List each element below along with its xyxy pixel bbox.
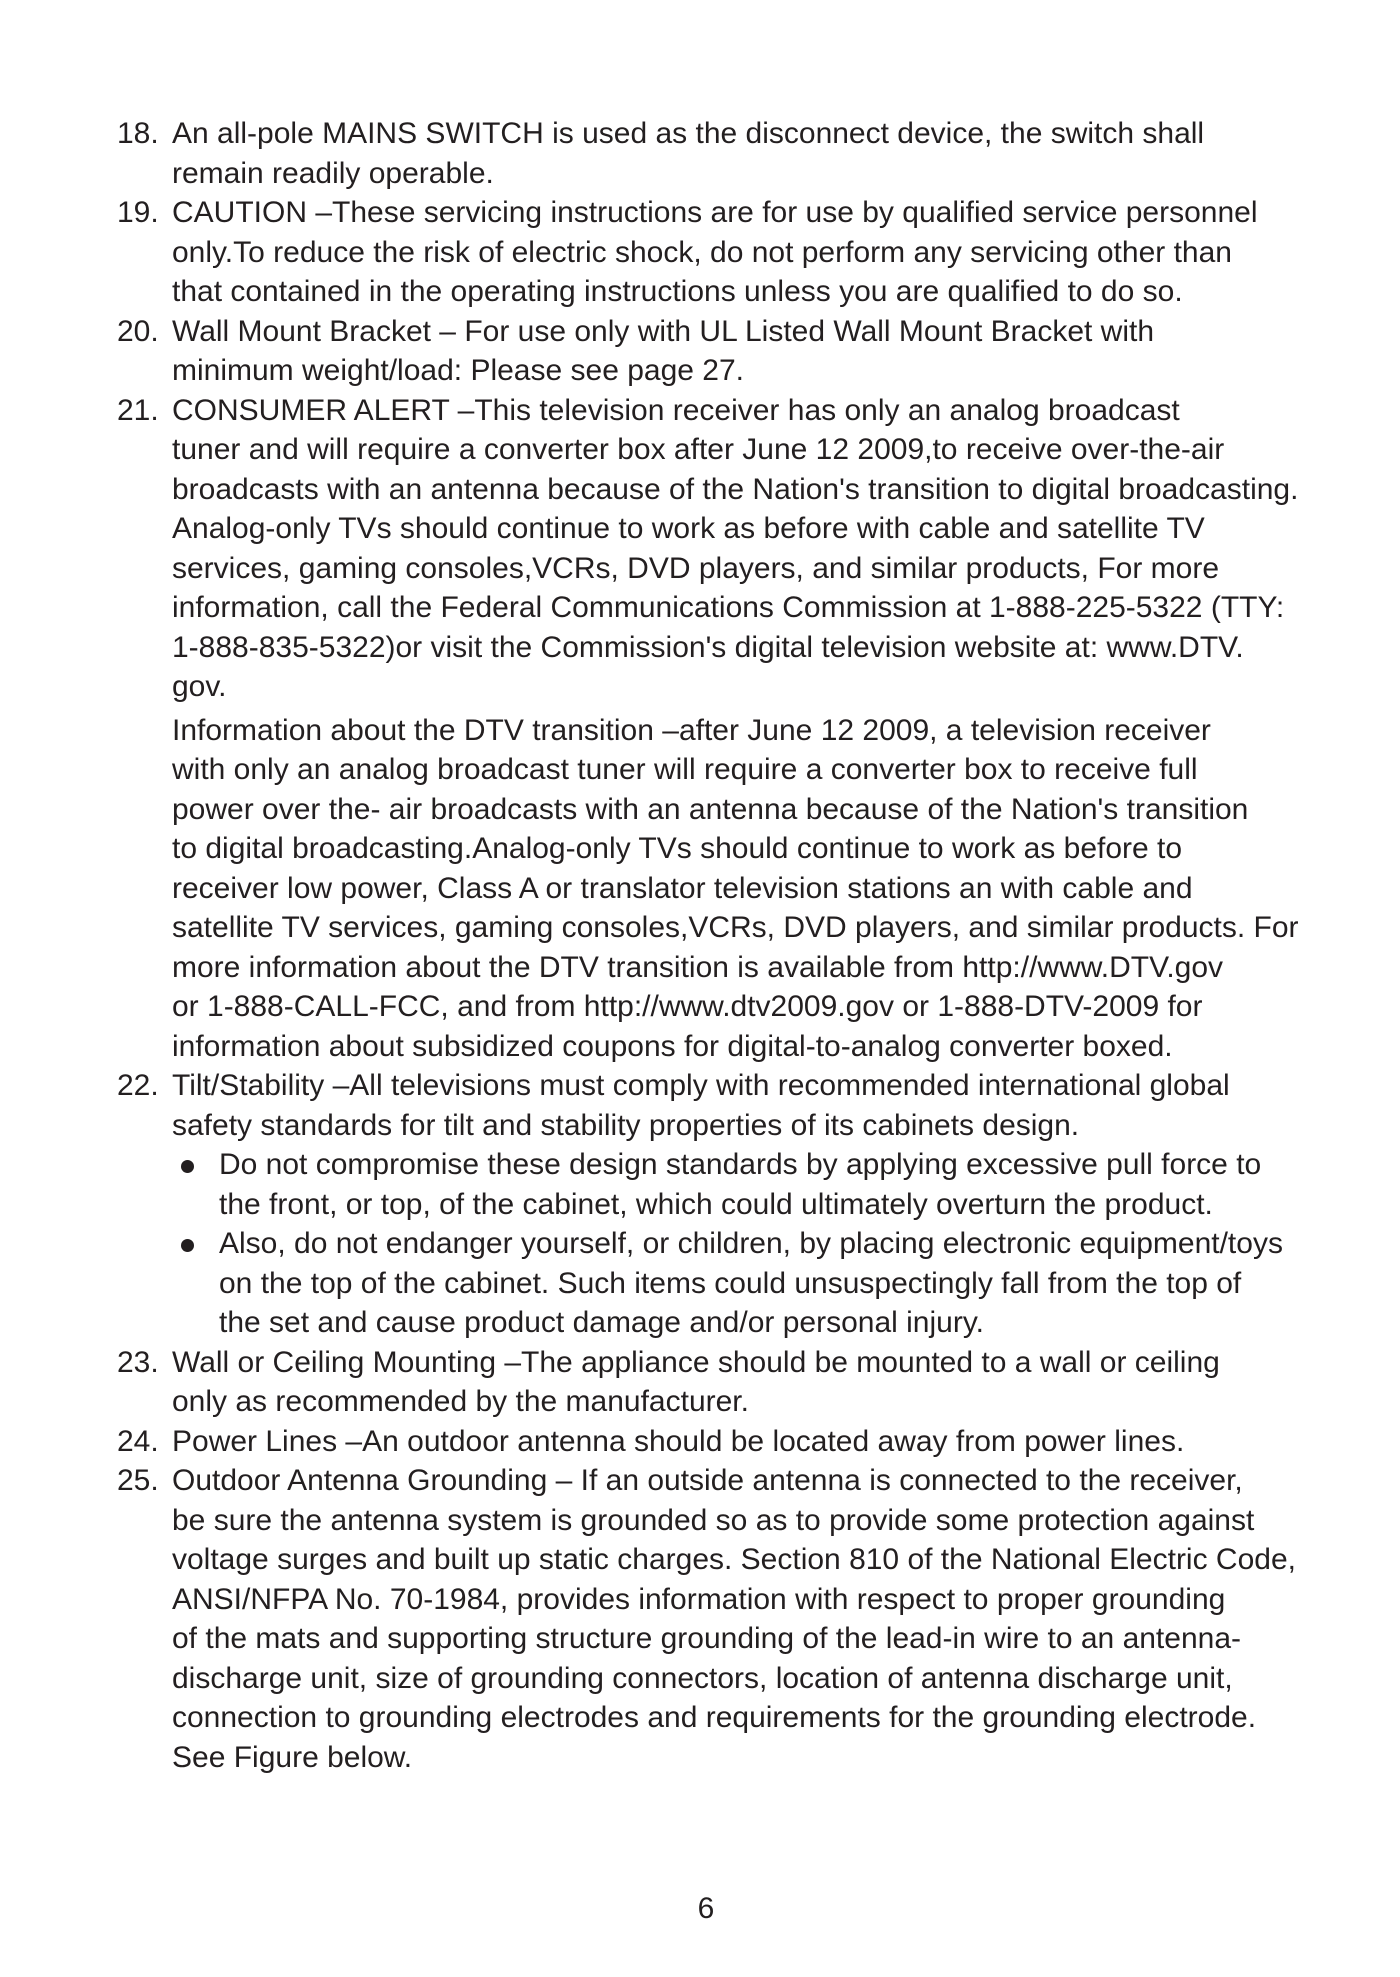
instruction-item-18 bbox=[117, 114, 1377, 193]
item-number: 24. bbox=[117, 1424, 159, 1458]
item-text-line: information, call the Federal Communications Commission at 1-888-225-5322 (TTY: bbox=[172, 591, 1285, 624]
bullet-text-line: Also, do not endanger yourself, or children, by placing electronic equipment/toys bbox=[219, 1227, 1283, 1260]
instruction-item-19 bbox=[117, 193, 1377, 312]
item-text-line: with only an analog broadcast tuner will require a converter box to receive full bbox=[172, 753, 1198, 786]
item-text-line: tuner and will require a converter box after June 12 2009,to receive over-the-air bbox=[172, 433, 1225, 466]
item-number: 18. bbox=[117, 117, 159, 150]
item-text-line: be sure the antenna system is grounded so as to provide some protection against bbox=[172, 1503, 1255, 1537]
item-text-line: power over the- air broadcasts with an antenna because of the Nation's transition bbox=[172, 792, 1249, 826]
item-text-line: services, gaming consoles,VCRs, DVD players, and similar products, For more bbox=[172, 551, 1220, 585]
item-text-line: Power Lines –An outdoor antenna should be located away from power lines. bbox=[172, 1424, 1185, 1458]
item-text-line: gov. bbox=[172, 670, 227, 703]
item-text-line: safety standards for tilt and stability properties of its cabinets design. bbox=[172, 1108, 1080, 1142]
instruction-item-22 bbox=[117, 1066, 1377, 1343]
bullet-text-line: Do not compromise these design standards by applying excessive pull force to bbox=[219, 1148, 1262, 1181]
item-text-line: to digital broadcasting.Analog-only TVs should continue to work as before to bbox=[172, 832, 1183, 865]
item-text-line: See Figure below. bbox=[172, 1740, 413, 1774]
safety-instructions-list bbox=[117, 114, 1377, 1777]
item-number: 21. bbox=[117, 393, 159, 427]
item-text-line: 1-888-835-5322)or visit the Commission's digital television website at: www.DTV. bbox=[172, 630, 1244, 664]
bullet-item bbox=[172, 1145, 1377, 1224]
item-text-line: discharge unit, size of grounding connectors, location of antenna discharge unit, bbox=[172, 1661, 1233, 1695]
item-text-line: Outdoor Antenna Grounding – If an outside antenna is connected to the receiver, bbox=[172, 1464, 1243, 1497]
item-text-line: An all-pole MAINS SWITCH is used as the disconnect device, the switch shall bbox=[172, 117, 1205, 150]
item-text-line: CAUTION –These servicing instructions are for use by qualified service personnel bbox=[172, 196, 1258, 229]
item-text-line: voltage surges and built up static charges. Section 810 of the National Electric Code, bbox=[172, 1543, 1296, 1576]
instruction-item-24 bbox=[117, 1422, 1377, 1462]
item-text-line: Wall or Ceiling Mounting –The appliance should be mounted to a wall or ceiling bbox=[172, 1345, 1220, 1379]
bullet-dot-icon bbox=[181, 1160, 194, 1173]
bullet-text-line: the front, or top, of the cabinet, which could ultimately overturn the product. bbox=[219, 1187, 1213, 1221]
instruction-item-23 bbox=[117, 1343, 1377, 1422]
item-text-line: remain readily operable. bbox=[172, 156, 494, 190]
instruction-item-20 bbox=[117, 312, 1377, 391]
item-text-line: only as recommended by the manufacturer. bbox=[172, 1385, 749, 1418]
item-text-line: satellite TV services, gaming consoles,VCRs, DVD players, and similar products. For bbox=[172, 911, 1299, 944]
item-text-line: information about subsidized coupons for digital-to-analog converter boxed. bbox=[172, 1029, 1173, 1063]
item-text-line: Tilt/Stability –All televisions must comply with recommended international global bbox=[172, 1069, 1230, 1102]
item-text-line: Information about the DTV transition –after June 12 2009, a television receiver bbox=[172, 713, 1211, 747]
item-text-line: that contained in the operating instructions unless you are qualified to do so. bbox=[172, 275, 1183, 308]
item-text-line: only.To reduce the risk of electric shock, do not perform any servicing other than bbox=[172, 235, 1232, 269]
item-text-line: connection to grounding electrodes and requirements for the grounding electrode. bbox=[172, 1701, 1257, 1734]
item-text-line: of the mats and supporting structure grounding of the lead-in wire to an antenna- bbox=[172, 1622, 1241, 1655]
bullet-item bbox=[172, 1224, 1377, 1343]
instruction-item-21 bbox=[117, 391, 1377, 1067]
item-text-line: broadcasts with an antenna because of the Nation's transition to digital broadcasting. bbox=[172, 472, 1299, 506]
item-number: 25. bbox=[117, 1464, 159, 1497]
item-number: 20. bbox=[117, 314, 159, 348]
item-number: 22. bbox=[117, 1069, 159, 1102]
item-text-line: Wall Mount Bracket – For use only with UL Listed Wall Mount Bracket with bbox=[172, 314, 1155, 348]
dtv-transition-paragraph bbox=[172, 711, 1377, 1067]
item-text-line: minimum weight/load: Please see page 27. bbox=[172, 354, 744, 387]
item-text-line: ANSI/NFPA No. 70-1984, provides information with respect to proper grounding bbox=[172, 1582, 1226, 1616]
item-number: 23. bbox=[117, 1345, 159, 1379]
item-text-line: Analog-only TVs should continue to work as before with cable and satellite TV bbox=[172, 512, 1205, 545]
item-text-line: CONSUMER ALERT –This television receiver has only an analog broadcast bbox=[172, 393, 1180, 427]
item-text-line: receiver low power, Class A or translator television stations an with cable and bbox=[172, 871, 1193, 905]
bullet-text-line: on the top of the cabinet. Such items could unsuspectingly fall from the top of bbox=[219, 1266, 1242, 1300]
item-text-line: or 1-888-CALL-FCC, and from http://www.dtv2009.gov or 1-888-DTV-2009 for bbox=[172, 990, 1203, 1023]
item-number: 19. bbox=[117, 196, 159, 229]
consumer-alert-paragraph bbox=[172, 391, 1377, 707]
page-number: 6 bbox=[697, 1892, 715, 1925]
bullet-text-line: the set and cause product damage and/or personal injury. bbox=[219, 1306, 984, 1339]
bullet-dot-icon bbox=[181, 1239, 194, 1252]
item-text-line: more information about the DTV transition is available from http://www.DTV.gov bbox=[172, 950, 1224, 984]
instruction-item-25 bbox=[117, 1461, 1377, 1777]
